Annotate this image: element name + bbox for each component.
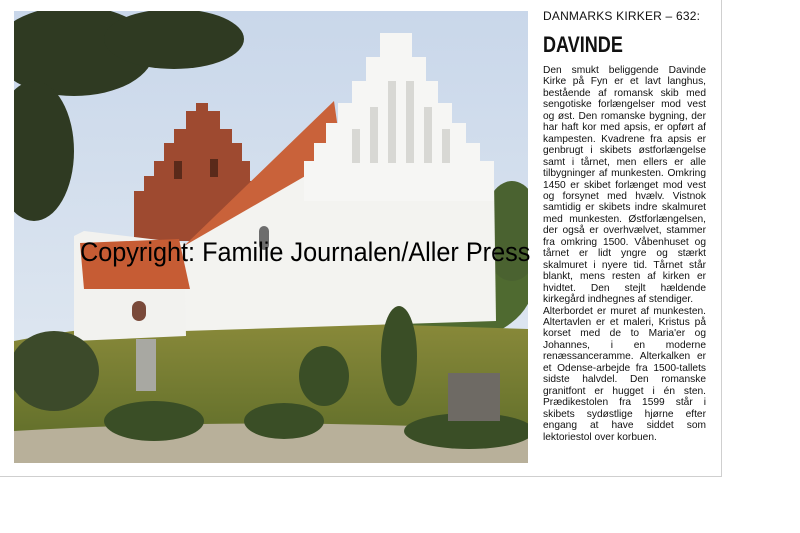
church-title: DAVINDE (543, 32, 623, 57)
text-column (543, 9, 706, 443)
series-header: DANMARKS KIRKER – 632: (543, 9, 701, 23)
copyright-watermark: Copyright: Familie Journalen/Aller Press (80, 237, 531, 267)
paragraph-1: Den smukt beliggende Davinde Kirke på Fyn er et lavt langhus, bestående af romansk skib med sengotiske forlængelser mod vest og øst. Den romanske bygning, der har haft kor med apsis, er opført af kampesten. Kvadrene fra apsis er genbrugt i skibets østforlængelse samt i tårnet, men ellers er alle tilbygninger af munkesten. Omkring 1450 er skibet forlænget mod vest og forsynet med hvælv. Vistnok samtidig er skibets indre skalmuret med munkesten. Østforlængelsen, der også er overhvælvet, stammer fra omkring 1500. Våbenhuset og tårnet er lidt yngre og stærkt skalmuret i nyere tid. Tårnet står blankt, mens resten af kirken er hvidtet. Den stejlt hældende kirkegård indhegnes af stendiger. (543, 65, 706, 306)
paragraph-2: Alterbordet er muret af munkesten. Altertavlen er et maleri, Kristus på korset med de to Maria'er og Johannes, i en moderne renæssanceramme. Alterkalken er et Odense-arbejde fra 1500-tallets sidste halvdel. Den romanske granitfont er hugget i én sten. Prædikestolen fra 1599 står i skibets sydøstlige hjørne efter engang at have siddet som lektoriestol over korbuen. (543, 305, 706, 443)
